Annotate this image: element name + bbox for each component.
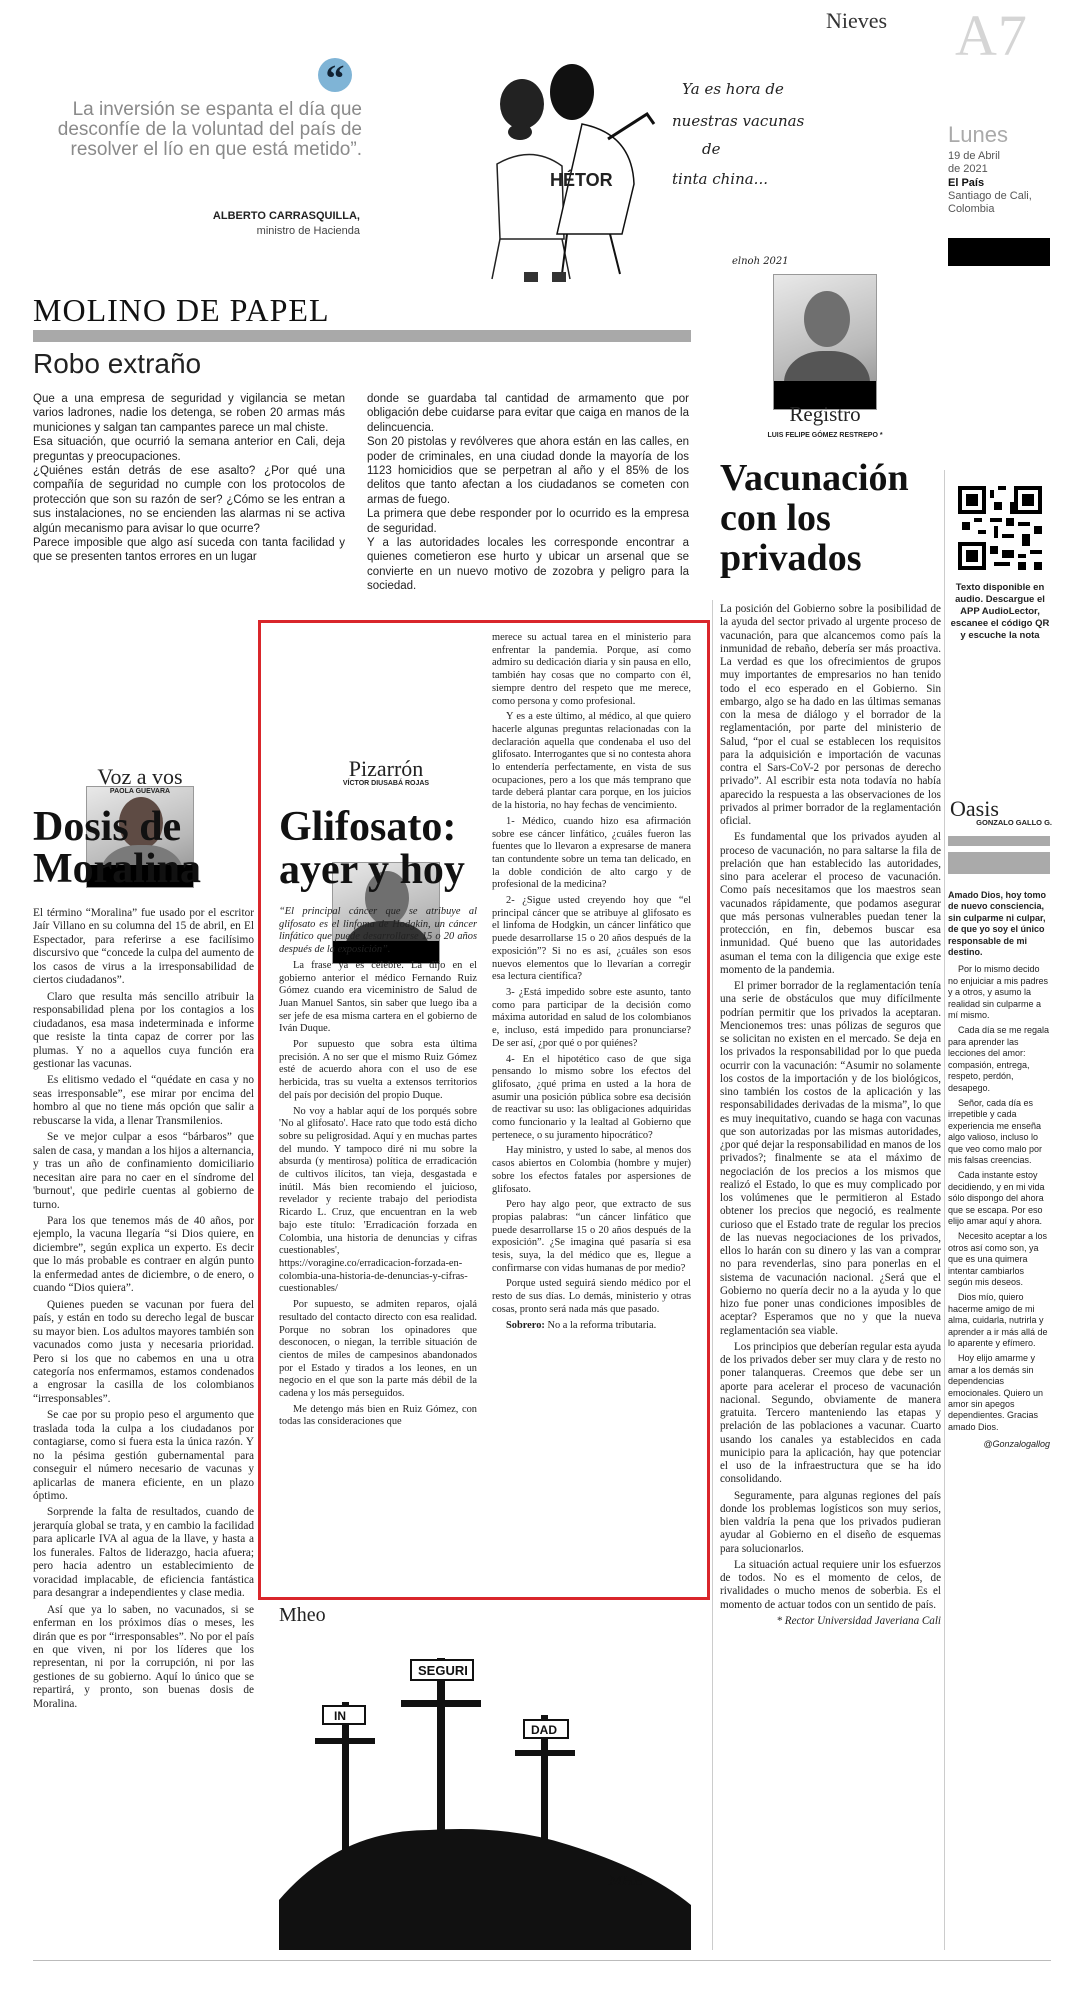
author-photo	[773, 274, 877, 410]
article-paragraph: La posición del Gobierno sobre la posibilidad de la ayuda del sector privado al urgente proceso de vacunación, para que alcancemos como país la inmunidad de rebaño, debería ser más proactiva. La verdad es que los ofrecimientos de grupos muy importantes de empresarios no han tenido todo el eco esperado en el Gobierno. Sin embargo, algo se ha dado en las últimas semanas con la mesa de diálogo y el borrador de la reglamentación, por parte del ministerio de Salud, “por el cual se establecen los requisitos para la adquisición e importación de vacunas contra el Sars-CoV-2 por personas de derecho privado”. Al escribir esta nota todavía no había aparecido la respuesta a las observaciones de los privados al primer borrador de la reglamentación oficial.	[720, 603, 941, 827]
article-body-col-2	[492, 632, 691, 1335]
place-line: Santiago de Cali,	[948, 190, 1032, 202]
section-name: Nieves	[826, 8, 888, 33]
article-paragraph: Así que ya lo saben, no vacunados, si se enferman en los próximos días o meses, les dirán que es por “irresponsables”. No por el país en que viven, ni por los líderes que los representan, ni por la corrupción, ni por las gestiones de su gobierno. Aquí lo único que se repartirá, y pronto, son buenas dosis de Moralina.	[33, 1603, 254, 1710]
article-paragraph: La frase ya es célebre. La dijo en el gobierno anterior el médico Fernando Ruiz Gómez cuando era viceministro de Salud de Juan Manuel Santos, sin saber que luego iba a ser jefe de esa misma cartera en el gobierno de Iván Duque.	[279, 959, 477, 1035]
cartoon-drawing	[372, 54, 928, 294]
article-headline: Dosis de Moralina	[33, 804, 201, 892]
editorial-paragraph: Esa situación, que ocurrió la semana anterior en Cali, deja preguntas y preocupaciones.	[33, 436, 345, 463]
article-headline: Glifosato: ayer y hoy	[279, 804, 465, 893]
oasis-body	[948, 890, 1050, 1451]
quote-role: ministro de Hacienda	[256, 225, 360, 237]
oasis-paragraph: Necesito aceptar a los otros así como son, ya que es una quimera intentar cambiarlos según mis deseos.	[948, 1231, 1048, 1287]
article-paragraph: Pero hay algo peor, que extracto de sus propias palabras: “un cáncer linfático que puede desarrollarse 15 o 20 años después de la exposición”. ¿Se imagina qué pasaría si esa tesis, suya, la del médico que es, llegue a confirmarse con vidas humanas de por medio?	[492, 1199, 691, 1274]
oasis-paragraph: Cada día se me regala para aprender las lecciones del amor: compasión, entrega, respeto, perdón, desapego.	[948, 1025, 1050, 1093]
article-body	[33, 907, 254, 1714]
column-author: PAOLA GUEVARA	[109, 788, 171, 795]
column-divider	[712, 600, 713, 1950]
column-author: VÍCTOR DIUSABÁ ROJAS	[342, 780, 430, 787]
article-paragraph: Sorprende la falta de resultados, cuando de jerarquía global se trata, y en cambio la facilidad para aplicarle IVA al agua de la llave, y hasta a los funerales. Faltos de liderazgo, hacia afuera; pero hacia adentro un establecimiento de voracidad implacable, de eficiencia fantástica para desangrar a independientes y clase media.	[33, 1506, 254, 1600]
oasis-title: Oasis	[950, 796, 999, 821]
paper-name: El País	[948, 177, 985, 189]
column-name: Voz a vos	[97, 764, 183, 789]
article-paragraph: Es elitismo vedado el “quédate en casa y no seas irresponsable”, ese mirar por encima del hombro al que no tiene más opción que salir a rebuscarse la vida, a llenar Transmilenios.	[33, 1074, 254, 1127]
qr-code-icon	[958, 486, 1042, 570]
editorial-paragraph: Son 20 pistolas y revólveres que ahora están en las calles, en poder de criminales, en una ciudad donde la mayoría de los 1123 homicidios que se perpetran al año y el 85% de los delitos que tanto afectan a los ciudadanos se cometen con armas de fuego.	[367, 436, 689, 506]
quote-text: La inversión se espanta el día que desconfíe de la voluntad del país de resolver el lío en que está metido”.	[57, 99, 362, 160]
oasis-paragraph: Señor, cada día es irrepetible y cada experiencia me enseña algo valioso, incluso lo que veo como malo por mis falsas creencias.	[948, 1097, 1043, 1165]
article-paragraph: Se ve mejor culpar a esos “bárbaros” que salen de casa, y mandan a los hijos a alternancia, y tras un año de confinamiento domiciliario necesitan aire para no caer en el síndrome del 'burnout', que pedirle cuentas al gobierno de turno.	[33, 1131, 254, 1211]
article-paragraph: Claro que resulta más sencillo atribuir la responsabilidad plena por los contagios a los ciudadanos, esa masa indeterminada e informe que resiste la tinta capaz de correr por las plumas. Y no a aquellos cuya función era gestionar las vacunas.	[33, 990, 254, 1070]
speech-line-1: Ya es hora de	[682, 80, 784, 98]
speech-line-3: de	[702, 140, 721, 158]
column-author: LUIS FELIPE GÓMEZ RESTREPO *	[767, 432, 883, 439]
column-name: Pizarrón	[348, 756, 424, 781]
article-paragraph: 2- ¿Sigue usted creyendo hoy que “el principal cáncer que se atribuye al glifosato es el linfoma de Hodgkin, un cáncer linfático que puede desarrollarse 15 o 20 años después de la exposición”? Si no es así, ¿cuáles son esos nuevos elementos que lo llevarían a corregir esa lectura científica?	[492, 895, 691, 983]
closing-label: Sobrero:	[506, 1319, 545, 1331]
article-body-col-1	[279, 906, 477, 1432]
article-paragraph: Por supuesto que sobra esta última precisión. A no ser que el mismo Ruiz Gómez esté de acuerdo ahora con el uso de ese herbicida, tras su vuelta a extensos territorios del país por decisión del propio Duque.	[279, 1039, 477, 1101]
article-headline: Vacunación con los privados	[720, 457, 909, 579]
redaction-block	[948, 238, 1050, 266]
oasis-paragraph: Dios mío, quiero hacerme amigo de mi alma, cuidarla, nutrirla y aprender a ir más allá de lo aparente y efímero.	[948, 1292, 1048, 1349]
article-paragraph: merece su actual tarea en el ministerio para enfrentar la pandemia. Porque, así como admiro su dedicación diaria y sin pausa en ello, también hay cosas que no comparto con él, siempre dentro del respeto que me merece, como persona y como profesional.	[492, 632, 691, 707]
country-line: Colombia	[948, 203, 995, 215]
sign-center-text: SEGURI	[418, 1663, 468, 1678]
editorial-paragraph: Parece imposible que algo así suceda con tanta facilidad y que se presenten tantos errores en un lugar	[33, 537, 345, 564]
article-paragraph: Quienes pueden se vacunan por fuera del país, y están en todo su derecho legal de buscar su mayor bien. Los adultos mayores también son vacunados como justa y necesaria prioridad. Pero si los que no cabemos en una u otra categoría nos enfermamos, estamos condenados a engrosar la casilla de los colombianos “irresponsables”.	[33, 1298, 254, 1405]
editorial-cartoon	[372, 54, 928, 294]
oasis-lead: Amado Dios, hoy tomo de nuevo consciencia, sin culparme ni culpar, de que yo soy el único responsable de mi destino.	[948, 890, 1047, 958]
article-paragraph: Por supuesto, se admiten reparos, ojalá resultado del contacto directo con esa realidad. Porque no sobran los opinadores que desconocen, o niegan, la terrible situación de cientos de miles de campesinos abandonados por el Estado y tirados a los leones, en un negocio en el que son la parte más débil de la cadena y los más perseguidos.	[279, 1299, 477, 1400]
article-paragraph: No voy a hablar aquí de los porqués sobre 'No al glifosato'. Hace rato que todo está dicho sobre su peligrosidad. Aquí y en muchas partes del mundo. Y tampoco diré ni mu sobre la absurda (y mentirosa) política de erradicación de cultivos ilícitos, tan vieja, desgastada e inútil. Más bien recomiendo el juicioso, revelador y reciente trabajo del periodista Ricardo L. Cruz, que encuentran en la web bajo este título: 'Erradicación forzada en Colombia, una historia de denuncias y cifras cuestionables', https://voragine.co/erradicacion-forzada-en-colombia-una-historia-de-denuncias-y-cifras-cuestionables/	[279, 1105, 477, 1295]
shirt-text: HÉTOR	[550, 170, 613, 190]
article-paragraph: Para los que tenemos más de 40 años, por ejemplo, la vacuna llegaría “si Dios quiere, en diciembre”, según explica un experto. Es decir que lo más probable es contraer en algún punto la enfermedad antes de diciembre, o de enero, o cuando “Dios quiera”.	[33, 1214, 254, 1295]
article-paragraph: Seguramente, para algunas regiones del país donde los problemas logísticos son muy serios, bien valdría la pena que los privados pudieran ayudar al Gobierno en el diseño de esquemas para solucionarlos.	[720, 1489, 941, 1555]
column-name: Registro	[789, 402, 861, 426]
oasis-paragraph: Hoy elijo amarme y amar a los demás sin dependencias emocionales. Quiero un amor sin apegos dependientes. Gracias amado Dios.	[948, 1353, 1044, 1432]
quote-author: ALBERTO CARRASQUILLA,	[212, 210, 360, 222]
editorial-paragraph: donde se guardaba tal cantidad de armamento que por obligación debe cuidarse para evitar que caiga en manos de la delincuencia.	[367, 393, 689, 434]
oasis-handle: @Gonzalogallog	[983, 1439, 1050, 1450]
speech-line-4: tinta china...	[672, 170, 768, 188]
speech-line-2: nuestras vacunas	[672, 112, 805, 130]
article-paragraph: Hay ministro, y usted lo sabe, al menos dos casos abiertos en Colombia (hombre y mujer) sobre los efectos fatales por aspersiones de glifosato.	[492, 1145, 691, 1195]
sign-right-text: DAD	[531, 1723, 557, 1737]
sign-left-text: IN	[334, 1709, 346, 1723]
editorial-paragraph: ¿Quiénes están detrás de ese asalto? ¿Por qué una compañía de seguridad no cumple con los protocolos de protección que son su razón de ser? ¿Cómo se les entran a sus instalaciones, no se encienden las alarmas ni se activa algún mecanismo para avisar lo que ocurre?	[33, 465, 345, 535]
crosses-drawing	[279, 1630, 691, 1950]
quote-mark-icon: “	[325, 58, 345, 100]
article-paragraph: El primer borrador de la reglamentación tenía una serie de obstáculos que muy difícilmente podrían permitir que los privados la aceptaran. Mencionemos tres: unas pólizas de seguros que se solicitan no existen en el mercado. Se deja en los privados la responsabilidad por lo que pueda ocurrir con la vacunación: “Asumir no solamente los costos de la importación y de los biológicos, sino también los costos de la aplicación y las responsabilidades derivadas de la misma”, lo que es muy inequitativo, cuando se haga con vacunas que son autorizadas por las mismas autoridades, ¿por qué dejar la responsabilidad en manos de los privados?; finalmente se ata el máximo de negociación de los precios a los mismos que realizó el Estado, lo que es muy complicado por los volúmenes que le permitieron al Estado obtener los precios que negoció, es realmente curioso que el Estado trate de regular los precios de las nuevas negociaciones de los privados, ellos lo harán con su dinero y las van a comprar no para revenderlas, sino para ponerlas en el sistema de vacunación nacional. ¿Será que el Gobierno no quería decir no a la ayuda y lo que hizo fue poner unas condiciones imposibles de aceptar? Esperamos que no y que la nueva reglamentación sea viable.	[720, 980, 941, 1337]
editorial-col-1	[33, 392, 345, 565]
oasis-paragraph: Cada instante estoy decidiendo, y en mi vida sólo dispongo del ahora que se escapa. Por eso elijo amar aquí y ahora.	[948, 1170, 1045, 1226]
oasis-rule	[948, 836, 1050, 846]
oasis-author: GONZALO GALLO G.	[976, 818, 1052, 827]
article-paragraph: Me detengo más bien en Ruiz Gómez, con todas las consideraciones que	[279, 1403, 477, 1428]
article-lead: “El principal cáncer que se atribuye al glifosato es el linfoma de Hodgkin, un cáncer linfático que puede desarrollarse 15 o 20 años después de la exposición”.	[279, 906, 477, 956]
article-paragraph: Porque usted seguirá siendo médico por el resto de sus días. Lo demás, ministerio y otras cosas, pronto será nada más que pasado.	[492, 1278, 691, 1315]
date-line-1: 19 de Abril	[948, 150, 1000, 162]
mheo-cartoon	[279, 1630, 691, 1950]
article-paragraph: Se cae por su propio peso el argumento que traslada toda la culpa a los ciudadanos por contagiarse, como si fuera esta la única razón. Y no la pésima gestión gubernamental para conseguir el número necesario de vacunas y aplicarlas de manera eficiente, en un plazo óptimo.	[33, 1409, 254, 1503]
article-paragraph: Y es a este último, al médico, al que quiero hacerle algunas preguntas relacionadas con la declaración aquella que condenaba el uso del glifosato. Interrogantes que si no contesta ahora lo entendería perfectamente, en vista de sus ocupaciones, pero a los que más temprano que tarde deberá plantar cara porque, en los juicios de la historia, no hay fechas de vencimiento.	[492, 711, 691, 812]
article-paragraph: El término “Moralina” fue usado por el escritor Jaír Villano en su columna del 15 de abril, en El Espectador, para referirse a ese facilísimo discursivo que “concede la culpa del aumento de los casos de virus a la irresponsabilidad de ciertos ciudadanos”.	[33, 907, 254, 987]
article-paragraph: La situación actual requiere unir los esfuerzos de todos. No es el momento de celos, de rivalidades o mucho menos de soberbia. Es el momento de actuar todos con un sentido de país.	[720, 1558, 941, 1611]
oasis-paragraph: Por lo mismo decido no enjuiciar a mis padres y a otros, y asumo la realidad sin culparme a mí mismo.	[948, 964, 1049, 1021]
column-divider	[944, 470, 945, 1950]
cartoon-signature: MHE	[609, 1874, 644, 1889]
article-paragraph: Es fundamental que los privados ayuden al proceso de vacunación, no para saltarse la fila de prelación que han establecido las autoridades, sino para acelerar el proceso de vacunación. Como país necesitamos que los maestros sean vacunados rápidamente, que podamos asegurar que más personas vulnerables puedan tener la protección, en fin, debemos buscar esa inmunidad. Qué bueno que las autoridades asuman el tema con la diligencia que exige este momento de la pandemia.	[720, 831, 941, 976]
editorial-paragraph: Y a las autoridades locales les corresponde encontrar a quienes cometieron ese hurto y ubicar un arsenal que se convierte en un nuevo motivo de zozobra y peligro para la sociedad.	[367, 537, 689, 593]
article-footnote: * Rector Universidad Javeriana Cali	[776, 1614, 941, 1627]
editorial-col-2	[367, 392, 689, 594]
date-line-2: de 2021	[948, 163, 988, 175]
quote-badge	[318, 58, 352, 100]
section-title: MOLINO DE PAPEL	[33, 292, 330, 328]
dateline	[948, 124, 1068, 216]
qr-code[interactable]	[958, 486, 1042, 570]
editorial-paragraph: Que a una empresa de seguridad y vigilancia se metan varios ladrones, nadie los detenga, se roben 20 armas más municiones y salgan tan campantes parece un mal chiste.	[33, 393, 345, 434]
day-label: Lunes	[948, 122, 1008, 147]
cartoon-title: Mheo	[279, 1604, 326, 1626]
section-rule	[33, 330, 691, 342]
oasis-rule	[948, 852, 1050, 874]
article-paragraph: 4- En el hipotético caso de que siga pensando lo mismo sobre los efectos del glifosato, ¿qué prima en usted a la hora de asumir una posición pública sobre esa decisión de reactivar su uso: las obligaciones adquiridas como funcionario y la lealtad al Gobierno que pertenece, o su juramento hipocrático?	[492, 1053, 691, 1141]
editorial-paragraph: La primera que debe responder por lo ocurrido es la empresa de seguridad.	[367, 508, 689, 535]
qr-caption: Texto disponible en audio. Descargue el APP AudioLector, escanee el código QR y escuche la nota	[950, 582, 1050, 641]
closing-text: No a la reforma tributaria.	[547, 1319, 657, 1331]
page-bottom-rule	[33, 1960, 1051, 1961]
article-paragraph: 3- ¿Está impedido sobre este asunto, tanto como para participar de la decisión como máxima autoridad en salud de los colombianos e, incluso, está impedido para pronunciarse? De ser así, ¿por qué o por quiénes?	[492, 986, 691, 1049]
cartoon-signature: elnoh 2021	[732, 256, 789, 267]
article-paragraph: Los principios que deberían regular esta ayuda de los privados deber ser muy clara y de resto no poner talanqueras. Creemos que debe ser un aporte para acelerar el proceso de vacunación nacional. Segundo, obviamente de manera gratuita. Tercero manteniendo las etapas y prelación de las poblaciones a vacunar. Cuarto usando los canales ya establecidos en cada municipio para la aplicación, hay que potenciar el uso de la infraestructura que se ha ido consolidando.	[720, 1340, 942, 1486]
editorial-headline: Robo extraño	[33, 348, 202, 379]
article-body	[720, 603, 941, 1631]
article-paragraph: 1- Médico, cuando hizo esa afirmación sobre ese cáncer linfático, ¿cuáles fueron las fuentes que lo llevaron a expresarse de manera tan contundente sobre un tema tan delicado, en la doble condición de alto cargo y de profesional de la medicina?	[492, 815, 691, 891]
page-number: A7	[955, 3, 1028, 68]
